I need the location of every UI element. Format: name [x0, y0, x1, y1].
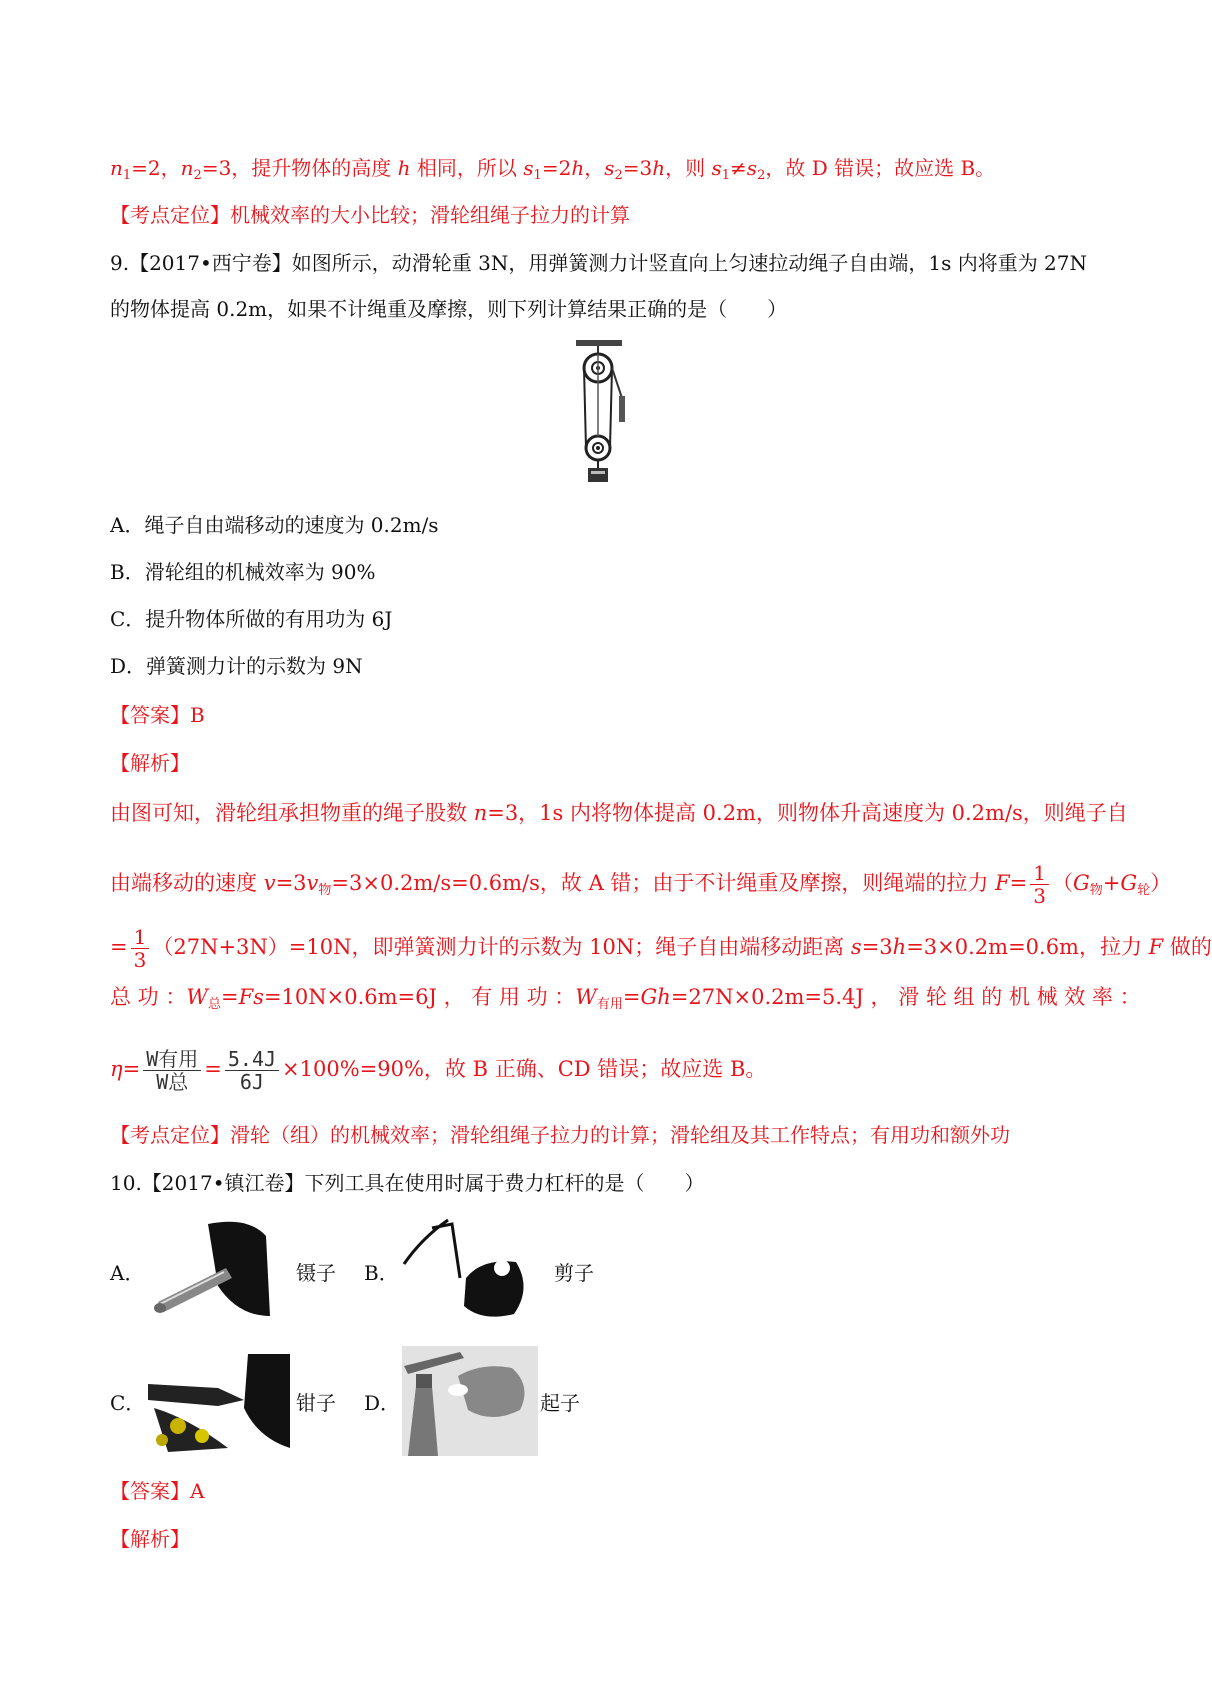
- prev-kaodian: 【考点定位】机械效率的大小比较；滑轮组绳子拉力的计算: [110, 203, 630, 227]
- fraction-efficiency-numeric: $\frac{5.4J}{6J}$: [225, 1048, 279, 1093]
- ceiling-bar: [576, 340, 622, 346]
- q9-stem-line2: 的物体提高 0.2m，如果不计绳重及摩擦，则下列计算结果正确的是（ ）: [110, 297, 788, 321]
- q9-stem-line1: 9.【2017•西宁卷】如图所示，动滑轮重 3N，用弹簧测力计竖直向上匀速拉动绳子自由端，1s 内将重为 27N: [110, 251, 1088, 275]
- q9-analysis-line5: η= $\frac{\text{W有用}}{\text{W总}}$ = $\frac{5.4J}{6J}$ ×100%=90%，故 B 正确、CD 错误；故应选 B。: [110, 1047, 767, 1094]
- q9-option-a: A．绳子自由端移动的速度为 0.2m/s: [110, 513, 439, 537]
- q10-tool-b: 剪子: [554, 1261, 594, 1285]
- tweezers-image: [148, 1216, 276, 1326]
- pulley-figure: [568, 338, 630, 486]
- q10-label-b: B．: [364, 1261, 399, 1285]
- spring-scale: [619, 396, 625, 422]
- q9-analysis-line4: 总 功 ：$W_总=Fs=10N\times 0.6m=6J$ ， 有 用 功 ：$W_{有用}=Gh=27N\times 0.2m=5.4J$ ， 滑 轮 组 的 机 械 效 率 ：: [110, 985, 1141, 1012]
- weight-block: [588, 468, 608, 482]
- fraction-efficiency-symbolic: $\frac{\text{W有用}}{\text{W总}}$: [143, 1048, 201, 1093]
- q10-analysis-label: 【解析】: [110, 1527, 190, 1551]
- q9-analysis-label: 【解析】: [110, 751, 190, 775]
- q10-stem: 10.【2017•镇江卷】下列工具在使用时属于费力杠杆的是（ ）: [110, 1171, 705, 1195]
- q10-label-a: A．: [110, 1261, 145, 1285]
- q9-analysis-line2: 由端移动的速度 $v=3v_物=3\times 0.2m/s=0.6m/s$，故 A 错；由于不计绳重及摩擦，则绳端的拉力 F= $\frac{1}{3}$ $(G_物+G_轮)$: [110, 861, 1172, 908]
- q10-label-d: D．: [364, 1391, 401, 1415]
- q10-label-c: C．: [110, 1391, 146, 1415]
- q9-analysis-line3: = $\frac{1}{3}$ （27N+3N）=10N，即弹簧测力计的示数为 10N；绳子自由端移动距离 s=3h=3×0.2m=0.6m，拉力 F 做的: [110, 925, 1212, 972]
- fraction-one-third: $\frac{1}{3}$: [1030, 862, 1049, 907]
- q9-option-b: B．滑轮组的机械效率为 90%: [110, 560, 376, 584]
- q9-option-d: D．弹簧测力计的示数为 9N: [110, 654, 363, 678]
- q10-tool-d: 起子: [540, 1391, 580, 1415]
- q9-kaodian: 【考点定位】滑轮（组）的机械效率；滑轮组绳子拉力的计算；滑轮组及其工作特点；有用功和额外功: [110, 1123, 1010, 1147]
- pliers-image: [148, 1348, 290, 1456]
- q10-tool-c: 钳子: [296, 1391, 336, 1415]
- q9-option-c: C．提升物体所做的有用功为 6J: [110, 607, 393, 631]
- q10-tool-a: 镊子: [296, 1261, 336, 1285]
- bottle-opener-image: [402, 1346, 538, 1456]
- prev-analysis-line: $n_1=2$，$n_2=3$，提升物体的高度 h 相同，所以 $s_1=2h$，$s_2=3h$，则 $s_1\ne s_2$，故 D 错误；故应选 B。: [110, 156, 996, 183]
- q10-answer: 【答案】A: [110, 1479, 205, 1503]
- q9-answer: 【答案】B: [110, 703, 205, 727]
- scissors-image: [402, 1218, 550, 1324]
- q9-analysis-line1: 由图可知，滑轮组承担物重的绳子股数 n=3，1s 内将物体提高 0.2m，则物体升高速度为 0.2m/s，则绳子自: [110, 801, 1128, 825]
- fraction-one-third-2: $\frac{1}{3}$: [131, 926, 150, 971]
